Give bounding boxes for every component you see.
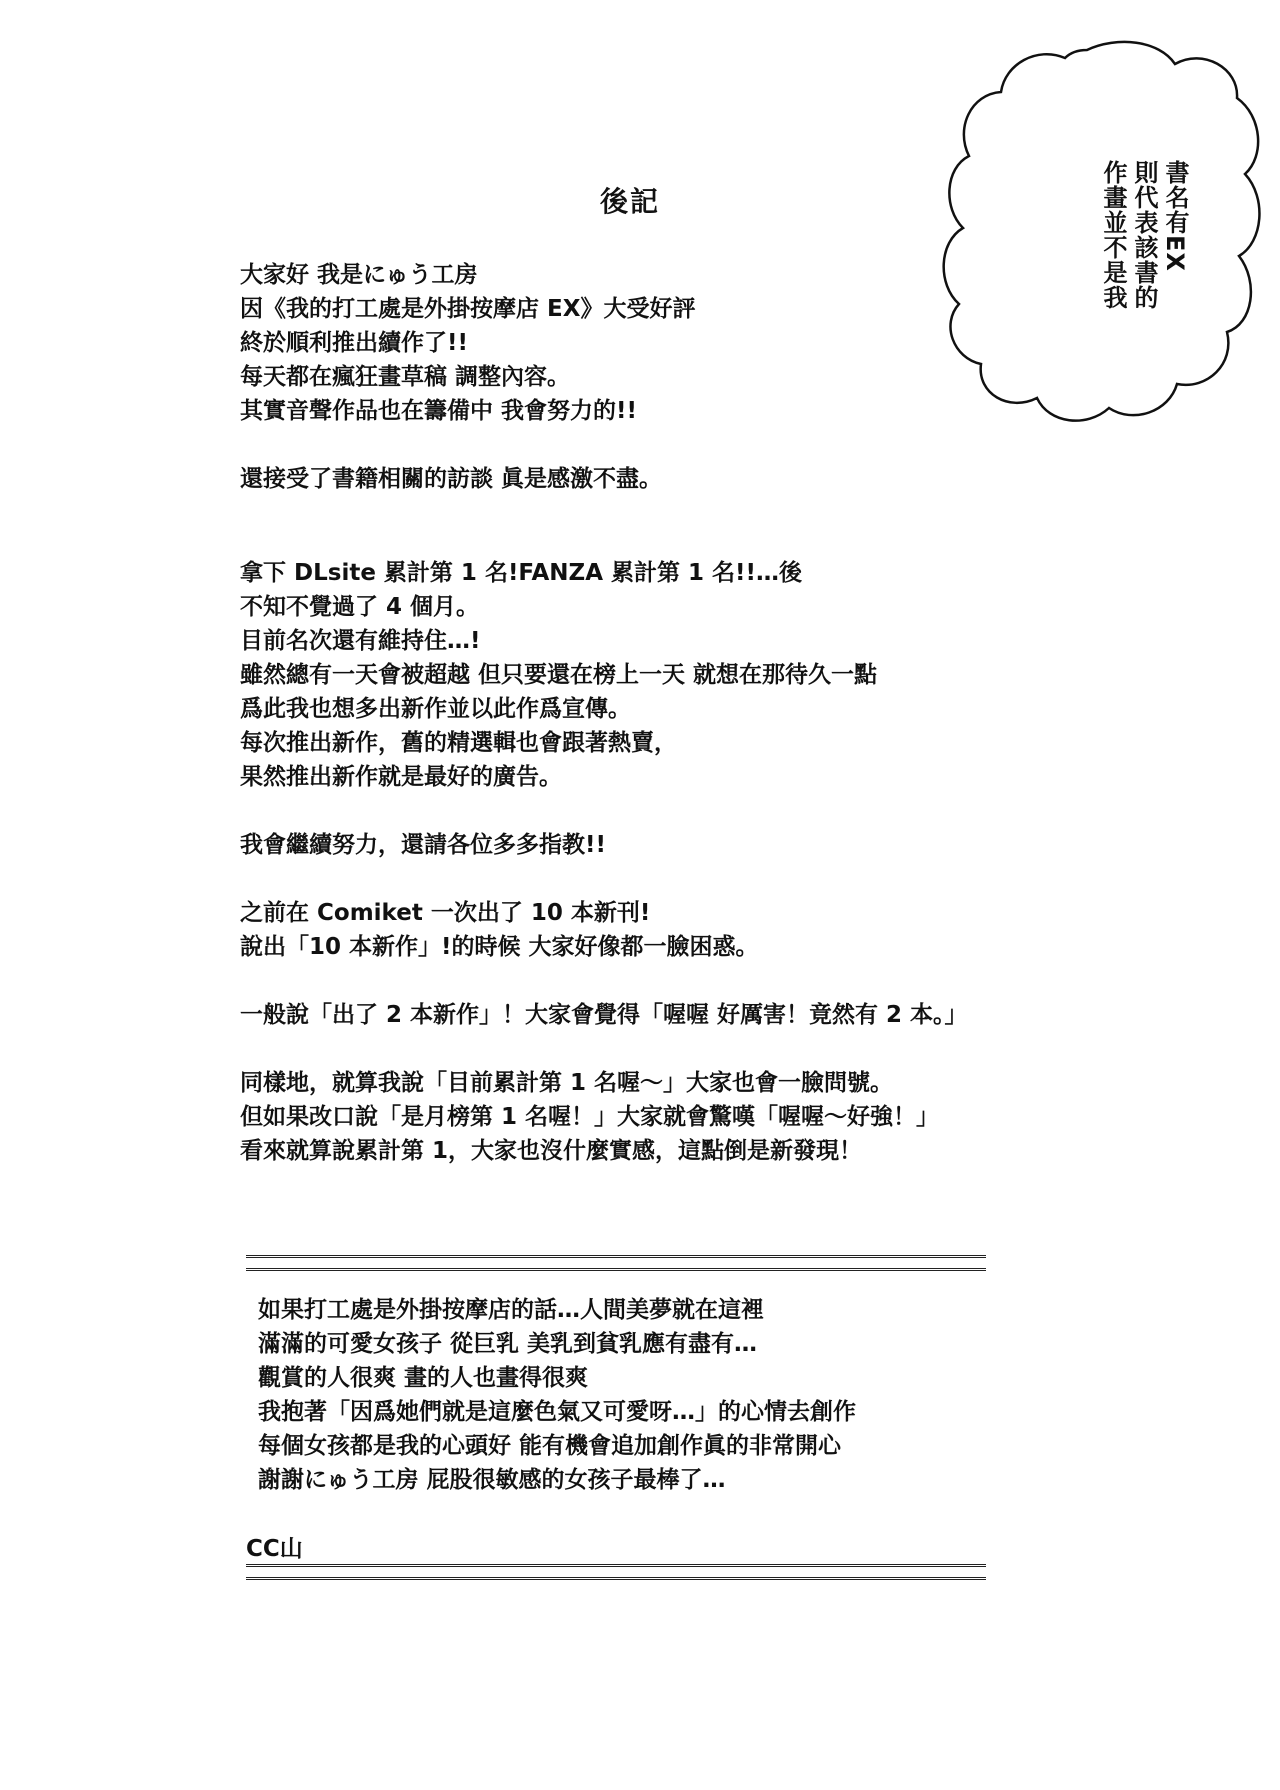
- guest-message: [258, 1292, 1018, 1496]
- double-line-divider: [246, 1564, 986, 1580]
- guest-text-line: 如果打工處是外掛按摩店的話…人間美夢就在這裡: [258, 1297, 764, 1323]
- speech-bubble-line: 則代表該書的: [1130, 160, 1158, 310]
- text-line: 拿下 DLsite 累計第 1 名!FANZA 累計第 1 名!!…後: [240, 560, 803, 586]
- text-line: 因《我的打工處是外掛按摩店 EX》大受好評: [240, 296, 696, 322]
- blank-line: [240, 964, 1060, 998]
- text-line: 果然推出新作就是最好的廣告。: [240, 764, 562, 790]
- text-line: 終於順利推出續作了!!: [240, 330, 468, 356]
- text-line: 每天都在瘋狂畫草稿 調整內容。: [240, 364, 571, 390]
- guest-text-line: 觀賞的人很爽 畫的人也畫得很爽: [258, 1365, 589, 1391]
- text-line: 一般說「出了 2 本新作」！大家會覺得「喔喔 好厲害！竟然有 2 本。」: [240, 1002, 968, 1028]
- text-line: 但如果改口說「是月榜第 1 名喔！」大家就會驚嘆「喔喔～好強！」: [240, 1104, 940, 1130]
- double-line-divider: [246, 1255, 986, 1271]
- blank-line: [240, 794, 1060, 828]
- text-line: 我會繼續努力，還請各位多多指教!!: [240, 832, 606, 858]
- text-line: 說出「10 本新作」!的時候 大家好像都一臉困惑。: [240, 934, 759, 960]
- text-line: 看來就算說累計第 1，大家也沒什麼實感，這點倒是新發現！: [240, 1138, 863, 1164]
- guest-text-line: 每個女孩都是我的心頭好 能有機會追加創作眞的非常開心: [258, 1433, 842, 1459]
- afterword-body: [240, 258, 1060, 1168]
- blank-line: [240, 428, 1060, 462]
- text-line: 每次推出新作，舊的精選輯也會跟著熱賣，: [240, 730, 677, 756]
- text-line: 雖然總有一天會被超越 但只要還在榜上一天 就想在那待久一點: [240, 662, 878, 688]
- guest-text-line: 滿滿的可愛女孩子 從巨乳 美乳到貧乳應有盡有…: [258, 1331, 758, 1357]
- text-line: 目前名次還有維持住…!: [240, 628, 481, 654]
- speech-bubble-line: 作畫並不是我: [1099, 160, 1127, 310]
- speech-bubble-line: 書名有EX: [1161, 160, 1189, 272]
- text-line: 還接受了書籍相關的訪談 眞是感激不盡。: [240, 466, 663, 492]
- guest-author-signature: CC山: [246, 1536, 303, 1562]
- blank-line: [240, 496, 1060, 556]
- blank-line: [240, 862, 1060, 896]
- text-line: 其實音聲作品也在籌備中 我會努力的!!: [240, 398, 637, 424]
- blank-line: [240, 1032, 1060, 1066]
- guest-text-line: 我抱著「因爲她們就是這麼色氣又可愛呀…」的心情去創作: [258, 1399, 856, 1425]
- guest-text-line: 謝謝にゅう工房 屁股很敏感的女孩子最棒了…: [258, 1467, 726, 1493]
- page-title: 後記: [599, 185, 660, 218]
- text-line: 爲此我也想多出新作並以此作爲宣傳。: [240, 696, 631, 722]
- text-line: 同樣地，就算我說「目前累計第 1 名喔～」大家也會一臉問號。: [240, 1070, 894, 1096]
- text-line: 不知不覺過了 4 個月。: [240, 594, 480, 620]
- text-line: 之前在 Comiket 一次出了 10 本新刊!: [240, 900, 651, 926]
- text-line: 大家好 我是にゅう工房: [240, 262, 478, 288]
